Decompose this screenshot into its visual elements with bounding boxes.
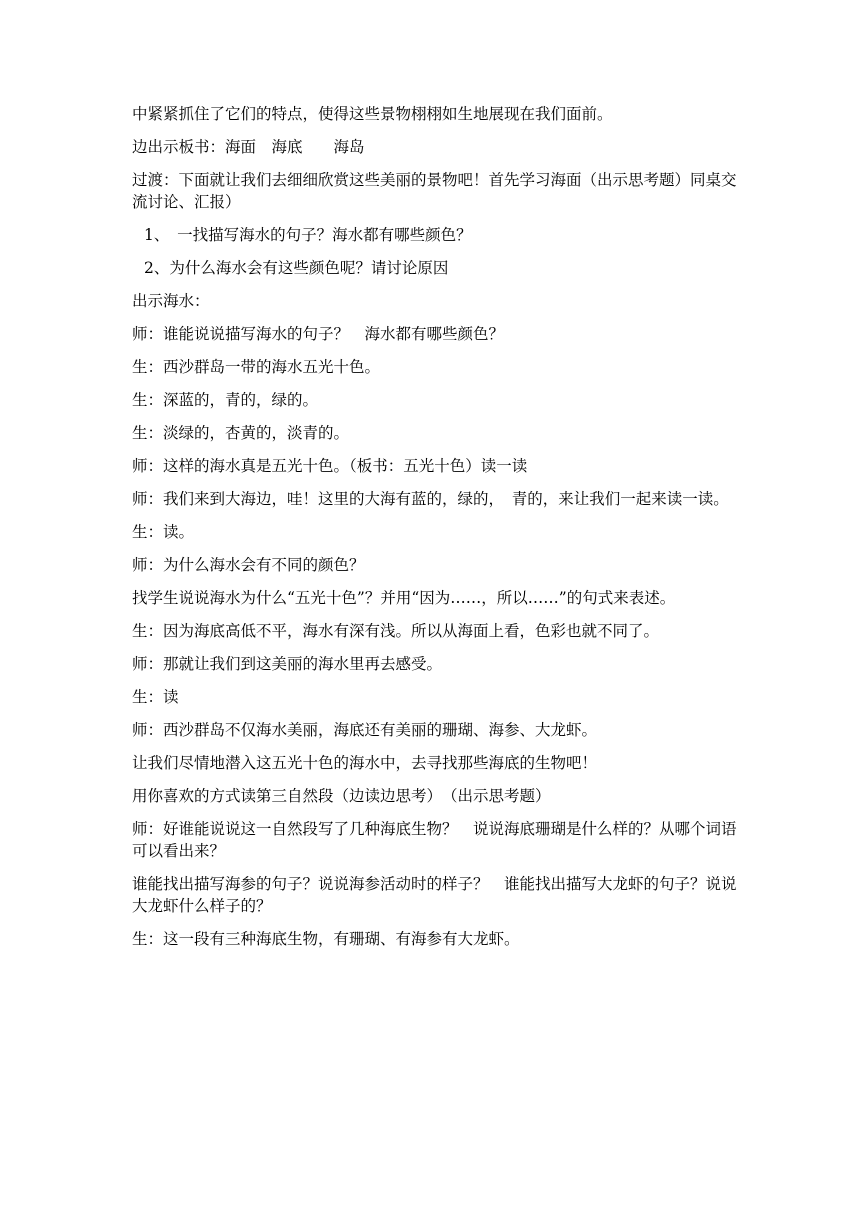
document-page xyxy=(132,103,737,961)
paragraph-6: 出示海水： xyxy=(132,292,210,310)
paragraph-2: 边出示板书：海面 海底 海岛 xyxy=(132,138,365,156)
paragraph-19: 师：西沙群岛不仅海水美丽，海底还有美丽的珊瑚、海参、大龙虾。 xyxy=(132,721,598,739)
paragraph-11: 师：这样的海水真是五光十色。（板书：五光十色）读一读 xyxy=(132,457,528,475)
paragraph-13: 生：读。 xyxy=(132,523,195,541)
paragraph-21: 用你喜欢的方式读第三自然段（边读边思考） （出示思考题） xyxy=(132,787,551,805)
paragraph-7: 师：谁能说说描写海水的句子？ 海水都有哪些颜色？ xyxy=(132,325,505,343)
paragraph-20: 让我们尽情地潜入这五光十色的海水中，去寻找那些海底的生物吧！ xyxy=(132,754,598,772)
paragraph-23: 谁能找出描写海参的句子？说说海参活动时的样子？ 谁能找出描写大龙虾的句子？说说大龙虾什么样子的？ xyxy=(132,875,737,915)
paragraph-8: 生：西沙群岛一带的海水五光十色。 xyxy=(132,358,381,376)
paragraph-22: 师：好谁能说说这一自然段写了几种海底生物？ 说说海底珊瑚是什么样的？从哪个词语可以看出来？ xyxy=(132,820,737,860)
paragraph-10: 生：淡绿的，杏黄的，淡青的。 xyxy=(132,424,350,442)
paragraph-17: 师：那就让我们到这美丽的海水里再去感受。 xyxy=(132,655,443,673)
paragraph-1: 中紧紧抓住了它们的特点，使得这些景物栩栩如生地展现在我们面前。 xyxy=(132,105,613,123)
paragraph-14: 师：为什么海水会有不同的颜色？ xyxy=(132,556,365,574)
paragraph-16: 生：因为海底高低不平，海水有深有浅。所以从海面上看，色彩也就不同了。 xyxy=(132,622,660,640)
paragraph-15: 找学生说说海水为什么“五光十色”？并用“因为……，所以……”的句式来表述。 xyxy=(132,589,676,607)
paragraph-24: 生：这一段有三种海底生物，有珊瑚、有海参有大龙虾。 xyxy=(132,930,520,948)
question-1: 1、 一找描写海水的句子？海水都有哪些颜色？ xyxy=(144,226,472,244)
question-2: 2、为什么海水会有这些颜色呢？请讨论原因 xyxy=(144,259,449,277)
paragraph-9: 生：深蓝的，青的，绿的。 xyxy=(132,391,319,409)
paragraph-3: 过渡：下面就让我们去细细欣赏这些美丽的景物吧！首先学习海面（出示思考题）同桌交流讨论、汇报） xyxy=(132,171,737,211)
paragraph-18: 生：读 xyxy=(132,688,179,706)
paragraph-12: 师：我们来到大海边，哇！这里的大海有蓝的，绿的， 青的，来让我们一起来读一读。 xyxy=(132,490,729,508)
